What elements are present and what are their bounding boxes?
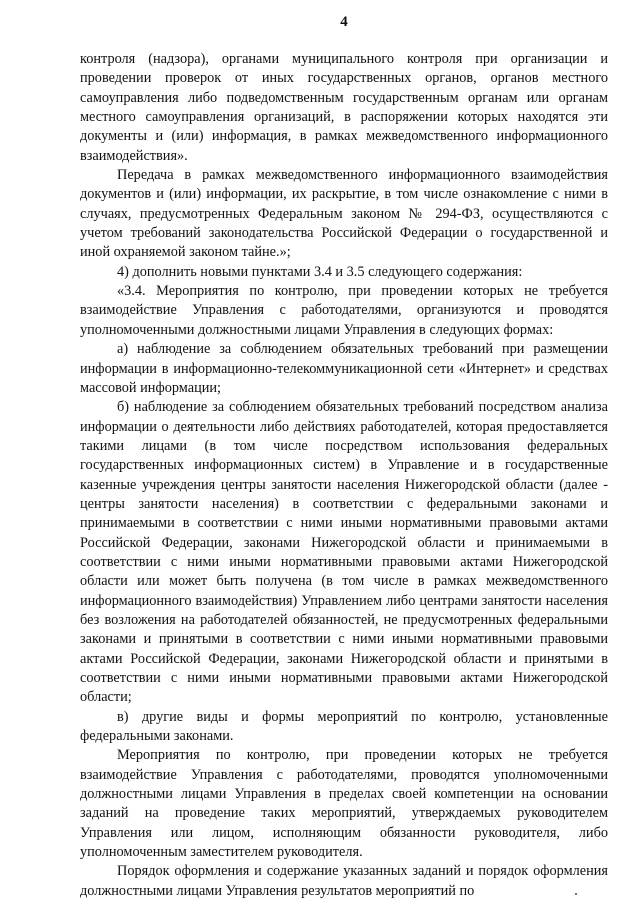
document-page bbox=[80, 12, 608, 901]
paragraph: а) наблюдение за соблюдением обязательных требований при размещении информации в информационно-телекоммуникационной сети «Интернет» и средствах массовой информации; bbox=[80, 341, 608, 396]
paragraph: Порядок оформления и содержание указанных заданий и порядок оформления должностными лицами Управления результатов мероприятий по bbox=[80, 863, 608, 899]
paragraph: Передача в рамках межведомственного информационного взаимодействия документов и (или) информации, их раскрытие, в том числе ознакомление с ними в случаях, предусмотренных Федеральным законом № 294-ФЗ, осуществляются с учетом требований законодательства Российской Федерации о государственной и иной охраняемой законом тайне.»; bbox=[80, 167, 608, 261]
page-number: 4 bbox=[340, 14, 348, 30]
paragraph: в) другие виды и формы мероприятий по контролю, установленные федеральными законами. bbox=[80, 708, 608, 745]
paragraph: контроля (надзора), органами муниципального контроля при организации и проведении проверок от иных государственных органов, органов местного самоуправления либо подведомственным государственным органам или органам местного самоуправления организаций, в распоряжении которых находятся эти документы и (или) информация, в рамках межведомственного информационного взаимодействия». bbox=[80, 51, 608, 164]
paragraph: «3.4. Мероприятия по контролю, при проведении которых не требуется взаимодействие Управления с работодателями, организуются и проводятся уполномоченными должностными лицами Управления в следующих формах: bbox=[80, 283, 608, 338]
scan-speck bbox=[575, 893, 577, 895]
paragraph: б) наблюдение за соблюдением обязательных требований посредством анализа информации о деятельности либо действиях работодателей, которая предоставляется такими лицами (в том числе посредством использования федеральных государственных информационных систем) в Управление и в государственные казенные учреждения центры занятости населения Нижегородской области (далее - центры занятости населения) в соответствии с федеральными законами и принимаемыми в соответствии с ними иными нормативными правовыми актами Российской Федерации, законами Нижегородской области и принимаемыми в соответствии с ними иными нормативными правовыми актами Нижегородской области или может быть получена (в том числе в рамках межведомственного информационного взаимодействия) Управлением либо центрами занятости населения без возложения на работодателей обязанностей, не предусмотренных федеральными законами и принятыми в соответствии с ними иными нормативными правовыми актами Российской Федерации, законами Нижегородской области и принятыми в соответствии с ними иными нормативными правовыми актами Нижегородской области; bbox=[80, 399, 608, 706]
paragraph: 4) дополнить новыми пунктами 3.4 и 3.5 следующего содержания: bbox=[117, 263, 523, 280]
document-body bbox=[80, 50, 608, 901]
paragraph: Мероприятия по контролю, при проведении которых не требуется взаимодействие Управления с работодателями, проводятся уполномоченными должностными лицами Управления в пределах своей компетенции на основании заданий на проведение таких мероприятий, утверждаемых руководителем Управления или лицом, исполняющим обязанности руководителя, либо уполномоченным заместителем руководителя. bbox=[80, 747, 608, 861]
